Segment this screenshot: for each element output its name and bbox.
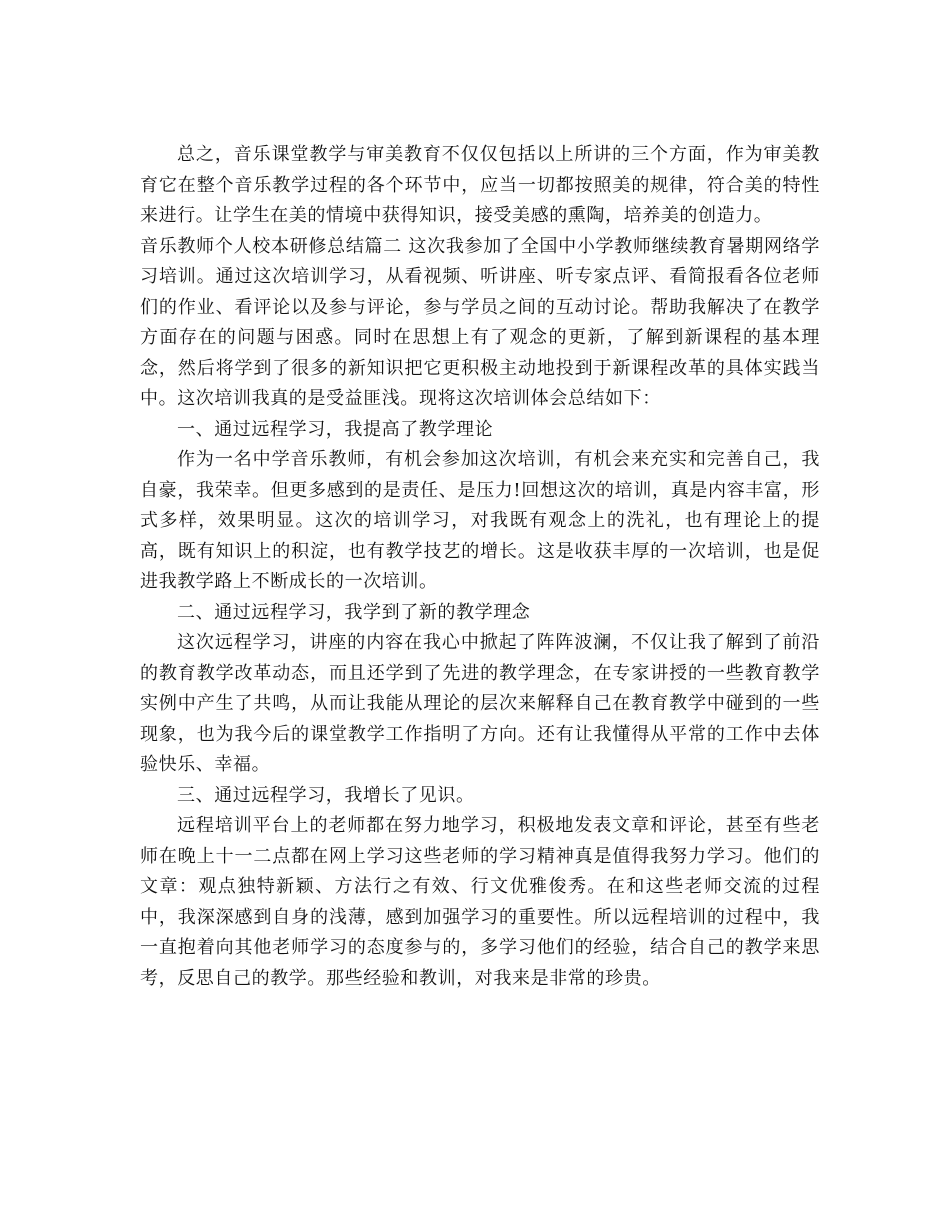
heading-point-one: 一、通过远程学习，我提高了教学理论 xyxy=(177,418,494,440)
paragraph-section-two-intro: 音乐教师个人校本研修总结篇二 这次我参加了全国中小学教师继续教育暑期网络学习培训。通过这次培训学习，从看视频、听讲座、听专家点评、看简报看各位老师们的作业、看评论以及参与评论，参与学员之间的互动讨论。帮助我解决了在教学方面存在的问题与困惑。同时在思想上有了观念的更新，了解到新课程的基本理念，然后将学到了很多的新知识把它更积极主动地投到于新课程改革的具体实践当中。这次培训我真的是受益匪浅。现将这次培训体会总结如下： xyxy=(140,235,820,409)
paragraph-point-three: 远程培训平台上的老师都在努力地学习，积极地发表文章和评论，甚至有些老师在晚上十一二点都在网上学习这些老师的学习精神真是值得我努力学习。他们的文章：观点独特新颖、方法行之有效、行文优雅俊秀。在和这些老师交流的过程中，我深深感到自身的浅薄，感到加强学习的重要性。所以远程培训的过程中，我一直抱着向其他老师学习的态度参与的，多学习他们的经验，结合自己的教学来思考，反思自己的教学。那些经验和教训，对我来是非常的珍贵。 xyxy=(140,815,820,989)
paragraph-conclusion: 总之，音乐课堂教学与审美教育不仅仅包括以上所讲的三个方面，作为审美教育它在整个音乐教学过程的各个环节中，应当一切都按照美的规律，符合美的特性来进行。让学生在美的情境中获得知识，接受美感的熏陶，培养美的创造力。 xyxy=(140,144,820,226)
heading-point-three: 三、通过远程学习，我增长了见识。 xyxy=(177,784,475,806)
document-body xyxy=(140,140,820,994)
paragraph-point-two: 这次远程学习，讲座的内容在我心中掀起了阵阵波澜，不仅让我了解到了前沿的教育教学改革动态，而且还学到了先进的教学理念，在专家讲授的一些教育教学实例中产生了共鸣，从而让我能从理论的层次来解释自己在教育教学中碰到的一些现象，也为我今后的课堂教学工作指明了方向。还有让我懂得从平常的工作中去体验快乐、幸福。 xyxy=(140,632,820,775)
heading-point-two: 二、通过远程学习，我学到了新的教学理念 xyxy=(177,601,531,623)
paragraph-point-one: 作为一名中学音乐教师，有机会参加这次培训，有机会来充实和完善自己，我自豪，我荣幸。但更多感到的是责任、是压力!回想这次的培训，真是内容丰富，形式多样，效果明显。这次的培训学习，对我既有观念上的洗礼，也有理论上的提高，既有知识上的积淀，也有教学技艺的增长。这是收获丰厚的一次培训，也是促进我教学路上不断成长的一次培训。 xyxy=(140,449,820,592)
